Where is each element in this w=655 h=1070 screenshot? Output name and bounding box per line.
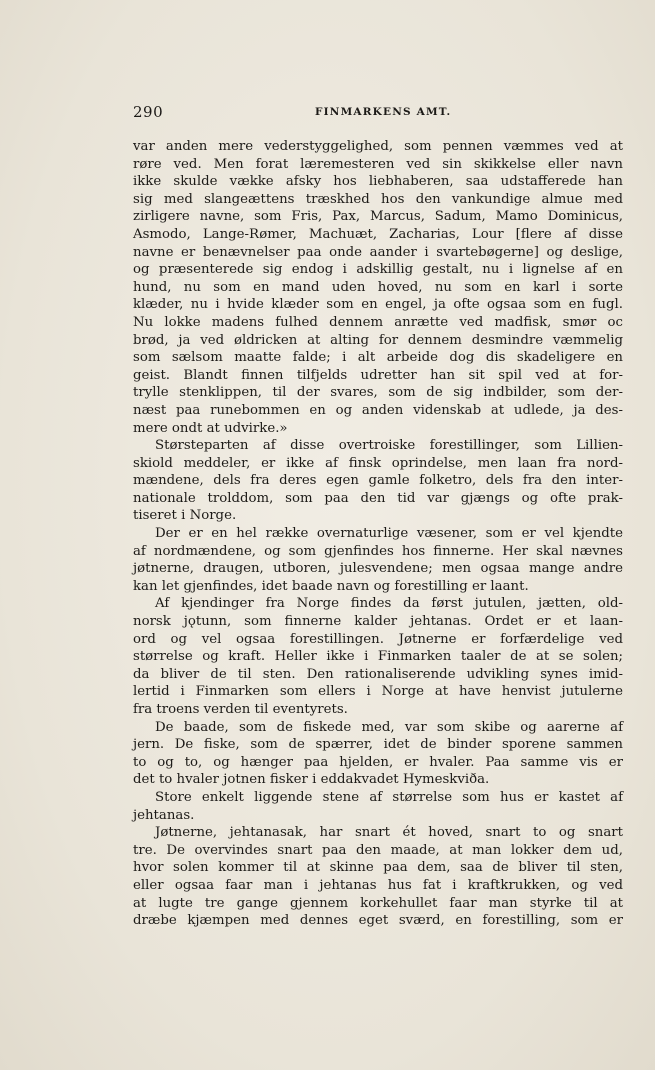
text-line: hvor solen kommer til at skinne paa dem, saa de bliver til sten, [133, 860, 623, 876]
text-line: næst paa runebommen en og anden videnskab at udlede, ja des- [133, 402, 623, 418]
text-line: Store enkelt liggende stene af størrelse som hus er kastet af [155, 789, 623, 805]
text-line: dræbe kjæmpen med dennes eget sværd, en forestilling, som er [133, 913, 623, 929]
text-line: røre ved. Men forat læremesteren ved sin skikkelse eller navn [133, 156, 623, 172]
running-head: FINMARKENS AMT. [315, 106, 452, 118]
text-line: jøtnerne, draugen, utboren, julesvendene; men ogsaa mange andre [133, 561, 623, 577]
text-line: tre. De overvindes snart paa den maade, at man lokker dem ud, [133, 842, 623, 858]
text-line: Størsteparten af disse overtroiske forestillinger, som Lillien- [155, 438, 623, 454]
text-line: jern. De fiske, som de spærrer, idet de binder sporene sammen [133, 737, 623, 753]
text-line: tiseret i Norge. [133, 508, 237, 524]
text-line: Der er en hel række overnaturlige væsener, som er vel kjendte [155, 526, 623, 542]
text-line: Nu lokke madens fulhed dennem anrætte ved madfisk, smør oc [133, 314, 623, 330]
text-line: mændene, dels fra deres egen gamle folketro, dels fra den inter- [133, 473, 623, 489]
text-line: skiold meddeler, er ikke af finsk oprindelse, men laan fra nord- [133, 455, 623, 471]
body-text [133, 138, 623, 930]
text-line: De baade, som de fiskede med, var som skibe og aarerne af [155, 719, 623, 735]
text-line: brød, ja ved øldricken at alting for dennem desmindre væmmelig [133, 332, 623, 348]
text-line: navne er benævnelser paa onde aander i svartebøgerne] og deslige, [133, 244, 623, 260]
text-line: norsk jǫtunn, som finnerne kalder jehtanas. Ordet er et laan- [133, 614, 623, 630]
text-line: kan let gjenfindes, idet baade navn og forestilling er laant. [133, 578, 529, 594]
text-line: da bliver de til sten. Den rationaliserende udvikling synes imid- [133, 666, 623, 682]
text-line: som sælsom maatte falde; i alt arbeide dog dis skadeligere en [133, 350, 623, 366]
text-line: jehtanas. [133, 807, 195, 823]
text-line: eller ogsaa faar man i jehtanas hus fat i kraftkrukken, og ved [133, 877, 623, 893]
text-line: fra troens verden til eventyrets. [133, 702, 348, 717]
page-header [133, 103, 623, 123]
text-line: ord og vel ogsaa forestillingen. Jøtnerne er forfærdelige ved [133, 631, 623, 647]
text-line: lertid i Finmarken som ellers i Norge at have henvist jutulerne [133, 684, 623, 700]
text-line: Jøtnerne, jehtanasak, har snart ét hoved, snart to og snart [155, 825, 623, 841]
text-line: klæder, nu i hvide klæder som en engel, ja ofte ogsaa som en fugl. [133, 297, 623, 313]
text-line: ikke skulde vække afsky hos liebhaberen, saa udstafferede han [133, 174, 623, 190]
text-line: trylle stenklippen, til der svares, som de sig indbilder, som der- [133, 385, 623, 401]
text-line: at lugte tre gange gjennem korkehullet faar man styrke til at [133, 895, 623, 911]
text-line: mere ondt at udvirke.» [133, 420, 288, 436]
text-line: sig med slangeættens træskhed hos den vankundige almue med [133, 191, 623, 207]
text-line: to og to, og hænger paa hjelden, er hvaler. Paa samme vis er [133, 754, 623, 770]
text-line: zirligere navne, som Fris, Pax, Marcus, Sadum, Mamo Dominicus, [133, 209, 623, 225]
text-line: af nordmændene, og som gjenfindes hos finnerne. Her skal nævnes [133, 543, 623, 559]
text-line: nationale trolddom, som paa den tid var gjængs og ofte prak- [133, 490, 623, 506]
page-number: 290 [133, 103, 164, 121]
text-line: var anden mere vederstyggelighed, som pennen væmmes ved at [133, 139, 623, 154]
text-line: geist. Blandt finnen tilfjelds udretter han sit spil ved at for- [133, 367, 623, 383]
text-line: hund, nu som en mand uden hoved, nu som en karl i sorte [133, 279, 623, 295]
text-line: Asmodo, Lange-Rømer, Machuæt, Zacharias, Lour [flere af disse [133, 226, 623, 242]
text-line: Af kjendinger fra Norge findes da først jutulen, jætten, old- [155, 596, 623, 612]
text-line: størrelse og kraft. Heller ikke i Finmarken taaler de at se solen; [133, 649, 623, 665]
text-line: og præsenterede sig endog i adskillig gestalt, nu i lignelse af en [133, 262, 623, 278]
text-line: det to hvaler jotnen fisker i eddakvadet Hymeskviða. [133, 772, 490, 788]
